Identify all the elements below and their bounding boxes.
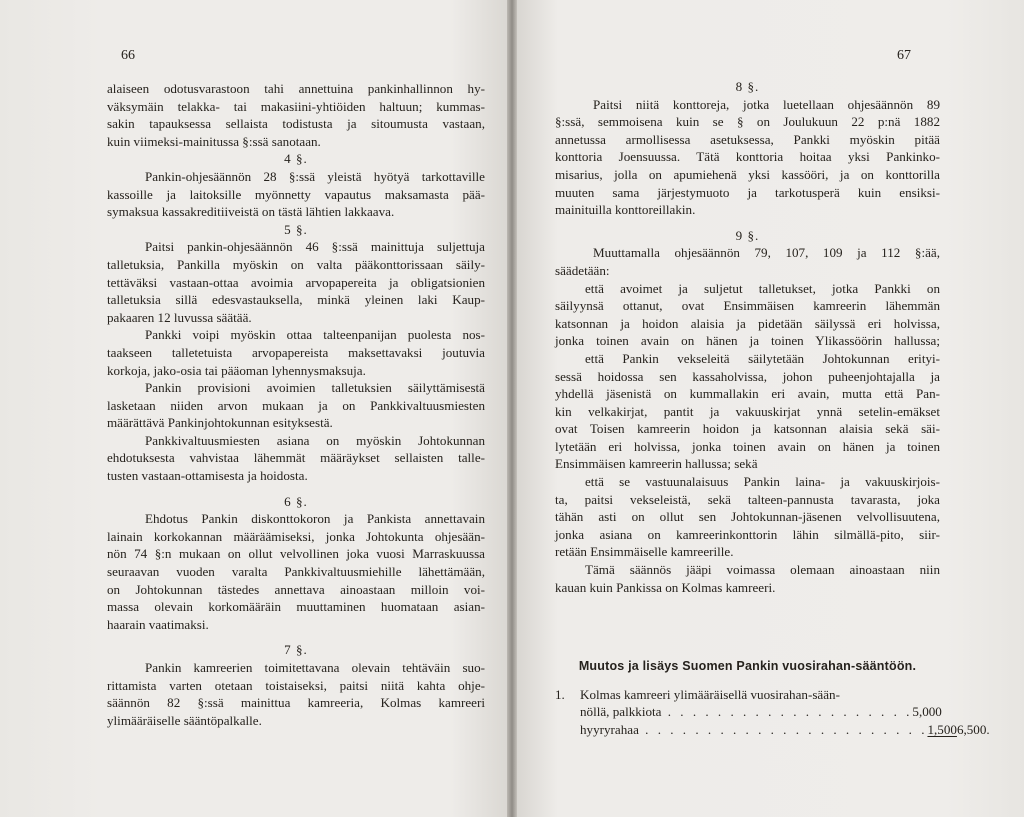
- addenda-item: [555, 686, 990, 739]
- addenda-title: Muutos ja lisäys Suomen Pankin vuosirahan-sääntöön.: [578, 659, 917, 674]
- text-line: Pankin provisioni avoimien talletuksien säilyttämisestä: [145, 380, 485, 396]
- text-line: määrättävä Pankinjohtokunnan esityksestä.: [107, 415, 333, 431]
- text-line: talletuksia, Pankilla myöskin on valta pääkonttorissaan säily-: [107, 256, 485, 272]
- text-line: väksymäin telakka- tai makasiini-yhtiöiden haltuun; kummas-: [107, 98, 485, 114]
- item-line-salary: [580, 703, 940, 721]
- text-line: kauan kuin Pankissa on Kolmas kamreeri.: [555, 579, 776, 595]
- text-line: korkoja, jako-osia tai pääoman lyhennysmaksuja.: [107, 362, 366, 378]
- text-line: Pankin-ohjesäännön 28 §:ssä yleistä hyötyä tarkottaville: [145, 168, 485, 184]
- text-line: sessä hoidossa sen kassaholvissa, johon puheenjohtajalla ja: [555, 368, 940, 384]
- section-heading-7: 7 §.: [284, 642, 308, 658]
- salary-label: nöllä, palkkiota: [580, 704, 662, 720]
- text-line: mainituilla konttoreillakin.: [555, 202, 696, 218]
- text-line: misarius, jolla on apumiehenä yksi kassööri, ja on konttorilla: [555, 166, 940, 182]
- page-number: 66: [121, 48, 135, 63]
- text-line: massa olevain korkomääräin muuttaminen huomataan asian-: [107, 599, 485, 615]
- text-line: jonka asiana on kamreerinkonttorin lähin silmällä-pito, siir-: [555, 526, 940, 542]
- text-line: että avoimet ja suljetut talletukset, jotka Pankki on: [585, 280, 940, 296]
- text-line: Paitsi niitä konttoreja, jotka luetellaan ohjesäännön 89: [593, 96, 940, 112]
- text-line: pakaaren 12 luvussa säätää.: [107, 309, 252, 325]
- text-line: Ehdotus Pankin diskonttokoron ja Pankista annettavain: [145, 511, 485, 527]
- text-line: kin velkakirjat, pantit ja vakuuskirjat ynnä setelin-emäkset: [555, 403, 940, 419]
- text-line: Pankkivaltuusmiesten asiana on myöskin Johtokunnan: [145, 432, 485, 448]
- text-line: säilyynsä ottanut, ovat Ensimmäisen kamreerin lähemmän: [555, 298, 940, 314]
- text-line: §:ssä, semmoisena kuin se § on Joulukuun 22 p:nä 1882: [555, 114, 940, 130]
- text-line: symaksua kassakreditiiveistä on tästä lähtien lakkaava.: [107, 204, 395, 220]
- text-line: seuraavan vuoden varalta Pankkivaltuusmiehille lähettämään,: [107, 564, 485, 580]
- text-line: yhdellä jäsenistä on kummallakin eri avain, mutta että Pan-: [555, 386, 940, 402]
- text-line: lasketaan niiden arvon mukaan ja on Pankkivaltuusmiesten: [107, 397, 485, 413]
- text-line: tähän asti on ollut sen Johtokunnan-jäsenen velvollisuutena,: [555, 509, 940, 525]
- right-page: [512, 0, 1024, 817]
- text-line: sakin tapauksessa sellaista todistusta ja sitoumusta vastaan,: [107, 116, 485, 132]
- text-line: kuin viimeksi-mainitussa §:ssä sanotaan.: [107, 133, 321, 149]
- item-line-rent: [580, 721, 990, 739]
- text-line: ta, paitsi vekseleistä, sekä talteen-pannusta tavarasta, joka: [555, 491, 940, 507]
- text-line: rittamista varten otetaan toistaiseksi, paitsi niitä kahta ohje-: [107, 677, 485, 693]
- text-line: jonka toinen avain on hänen ja toinen Ylikassöörin hallussa;: [555, 333, 940, 349]
- section-heading-9: 9 §.: [735, 227, 760, 243]
- text-line: Ensimmäisen kamreerin hallussa; sekä: [555, 456, 758, 472]
- section-heading-5: 5 §.: [284, 221, 308, 237]
- item-number: 1.: [555, 686, 565, 702]
- text-line: ovat Toisen kamreerin hoidon ja katsonnan alaisia sekä säi-: [555, 421, 940, 437]
- text-line: annetussa armollisessa asetuksessa, Pankki myöskin pitää: [555, 131, 940, 147]
- text-line: Pankki voipi myöskin ottaa talteenpanijan puolesta nos-: [145, 327, 485, 343]
- text-line: Pankin kamreerien toimitettavana olevain tehtäväin suo-: [145, 660, 485, 675]
- rent-label: hyyryrahaa: [580, 722, 639, 737]
- leader-dots: . . . . . . . . . . . . . . . . . . . .: [661, 704, 913, 720]
- text-line: on Johtokunnan tästedes annettava ainoastaan milloin voi-: [107, 581, 485, 597]
- text-line: konttoria Joensuussa. Tätä konttoria hoitaa yksi Pankinko-: [555, 149, 940, 165]
- left-text-column: [107, 80, 485, 729]
- text-line: lainain korkokannan määräämiseksi, jonka Johtokunta ohjesään-: [107, 528, 485, 544]
- salary-amount: 5,000: [912, 704, 942, 720]
- text-line: alaiseen odotusvarastoon tahi annettuina pankinhallinnon hy-: [107, 81, 485, 96]
- item-line: Kolmas kamreeri ylimääräisellä vuosirahan-sään-: [580, 686, 840, 702]
- text-line: nön 74 §:n mukaan on ollut velvollinen joka vuosi Marraskuussa: [107, 546, 485, 562]
- text-line: lytetään eri holvissa, jonka toinen avain on hänen ja toinen: [555, 438, 940, 454]
- text-line: tettäväksi vastaan-ottaa avoimia arvopapereita ja obligatsionien: [107, 274, 485, 290]
- text-line: muuten sama järjestymuoto ja tarkotusperä kuin ensiksi-: [555, 184, 940, 200]
- rent-amount: 1,500: [927, 722, 957, 737]
- leader-dots: . . . . . . . . . . . . . . . . . . . . . . .: [638, 722, 928, 737]
- right-text-column: [555, 78, 990, 739]
- text-line: talletuksia sillä edesvastauksella, minkä yleinen laki Kaup-: [107, 292, 485, 308]
- text-line: Muuttamalla ohjesäännön 79, 107, 109 ja 112 §:ää,: [593, 245, 940, 261]
- text-line: retään Ensimmäiselle kamreerille.: [555, 544, 734, 560]
- text-line: että se vastuunalaisuus Pankin laina- ja vakuuskirjois-: [585, 474, 940, 490]
- text-line: että Pankin vekseleitä säilytetään Johtokunnan erityi-: [585, 350, 940, 366]
- total-amount: 6,500.: [956, 722, 990, 737]
- text-line: ehdotuksesta vahvistaa lähemmät määräykset sellaisten talle-: [107, 450, 485, 466]
- text-line: säännön 82 §:ssä mainittua kamreeria, Kolmas kamreeri: [107, 695, 485, 711]
- text-line: taakseen talletetuista arvopapereista maksettavaksi joutuvia: [107, 344, 485, 360]
- page-number: 67: [897, 48, 911, 63]
- text-line: haarain vaatimaksi.: [107, 616, 209, 632]
- section-heading-8: 8 §.: [735, 79, 760, 94]
- text-line: säädetään:: [555, 262, 610, 278]
- text-line: katsonnan ja hoidon alaisia ja pidetään säilyssä eri holvissa,: [555, 315, 940, 331]
- section-heading-6: 6 §.: [284, 493, 308, 509]
- text-line: Paitsi pankin-ohjesäännön 46 §:ssä mainittuja suljettuja: [145, 239, 485, 255]
- book-gutter: [507, 0, 517, 817]
- text-line: kassoille ja laitoksille myönnetty vapautus maksamasta pää-: [107, 186, 485, 202]
- section-heading-4: 4 §.: [284, 151, 308, 167]
- text-line: ylimääräiselle sääntöpalkalle.: [107, 712, 262, 728]
- text-line: Tämä säännös jääpi voimassa olemaan ainoastaan niin: [585, 562, 940, 578]
- text-line: tusten vastaan-ottamisesta ja hoidosta.: [107, 468, 308, 484]
